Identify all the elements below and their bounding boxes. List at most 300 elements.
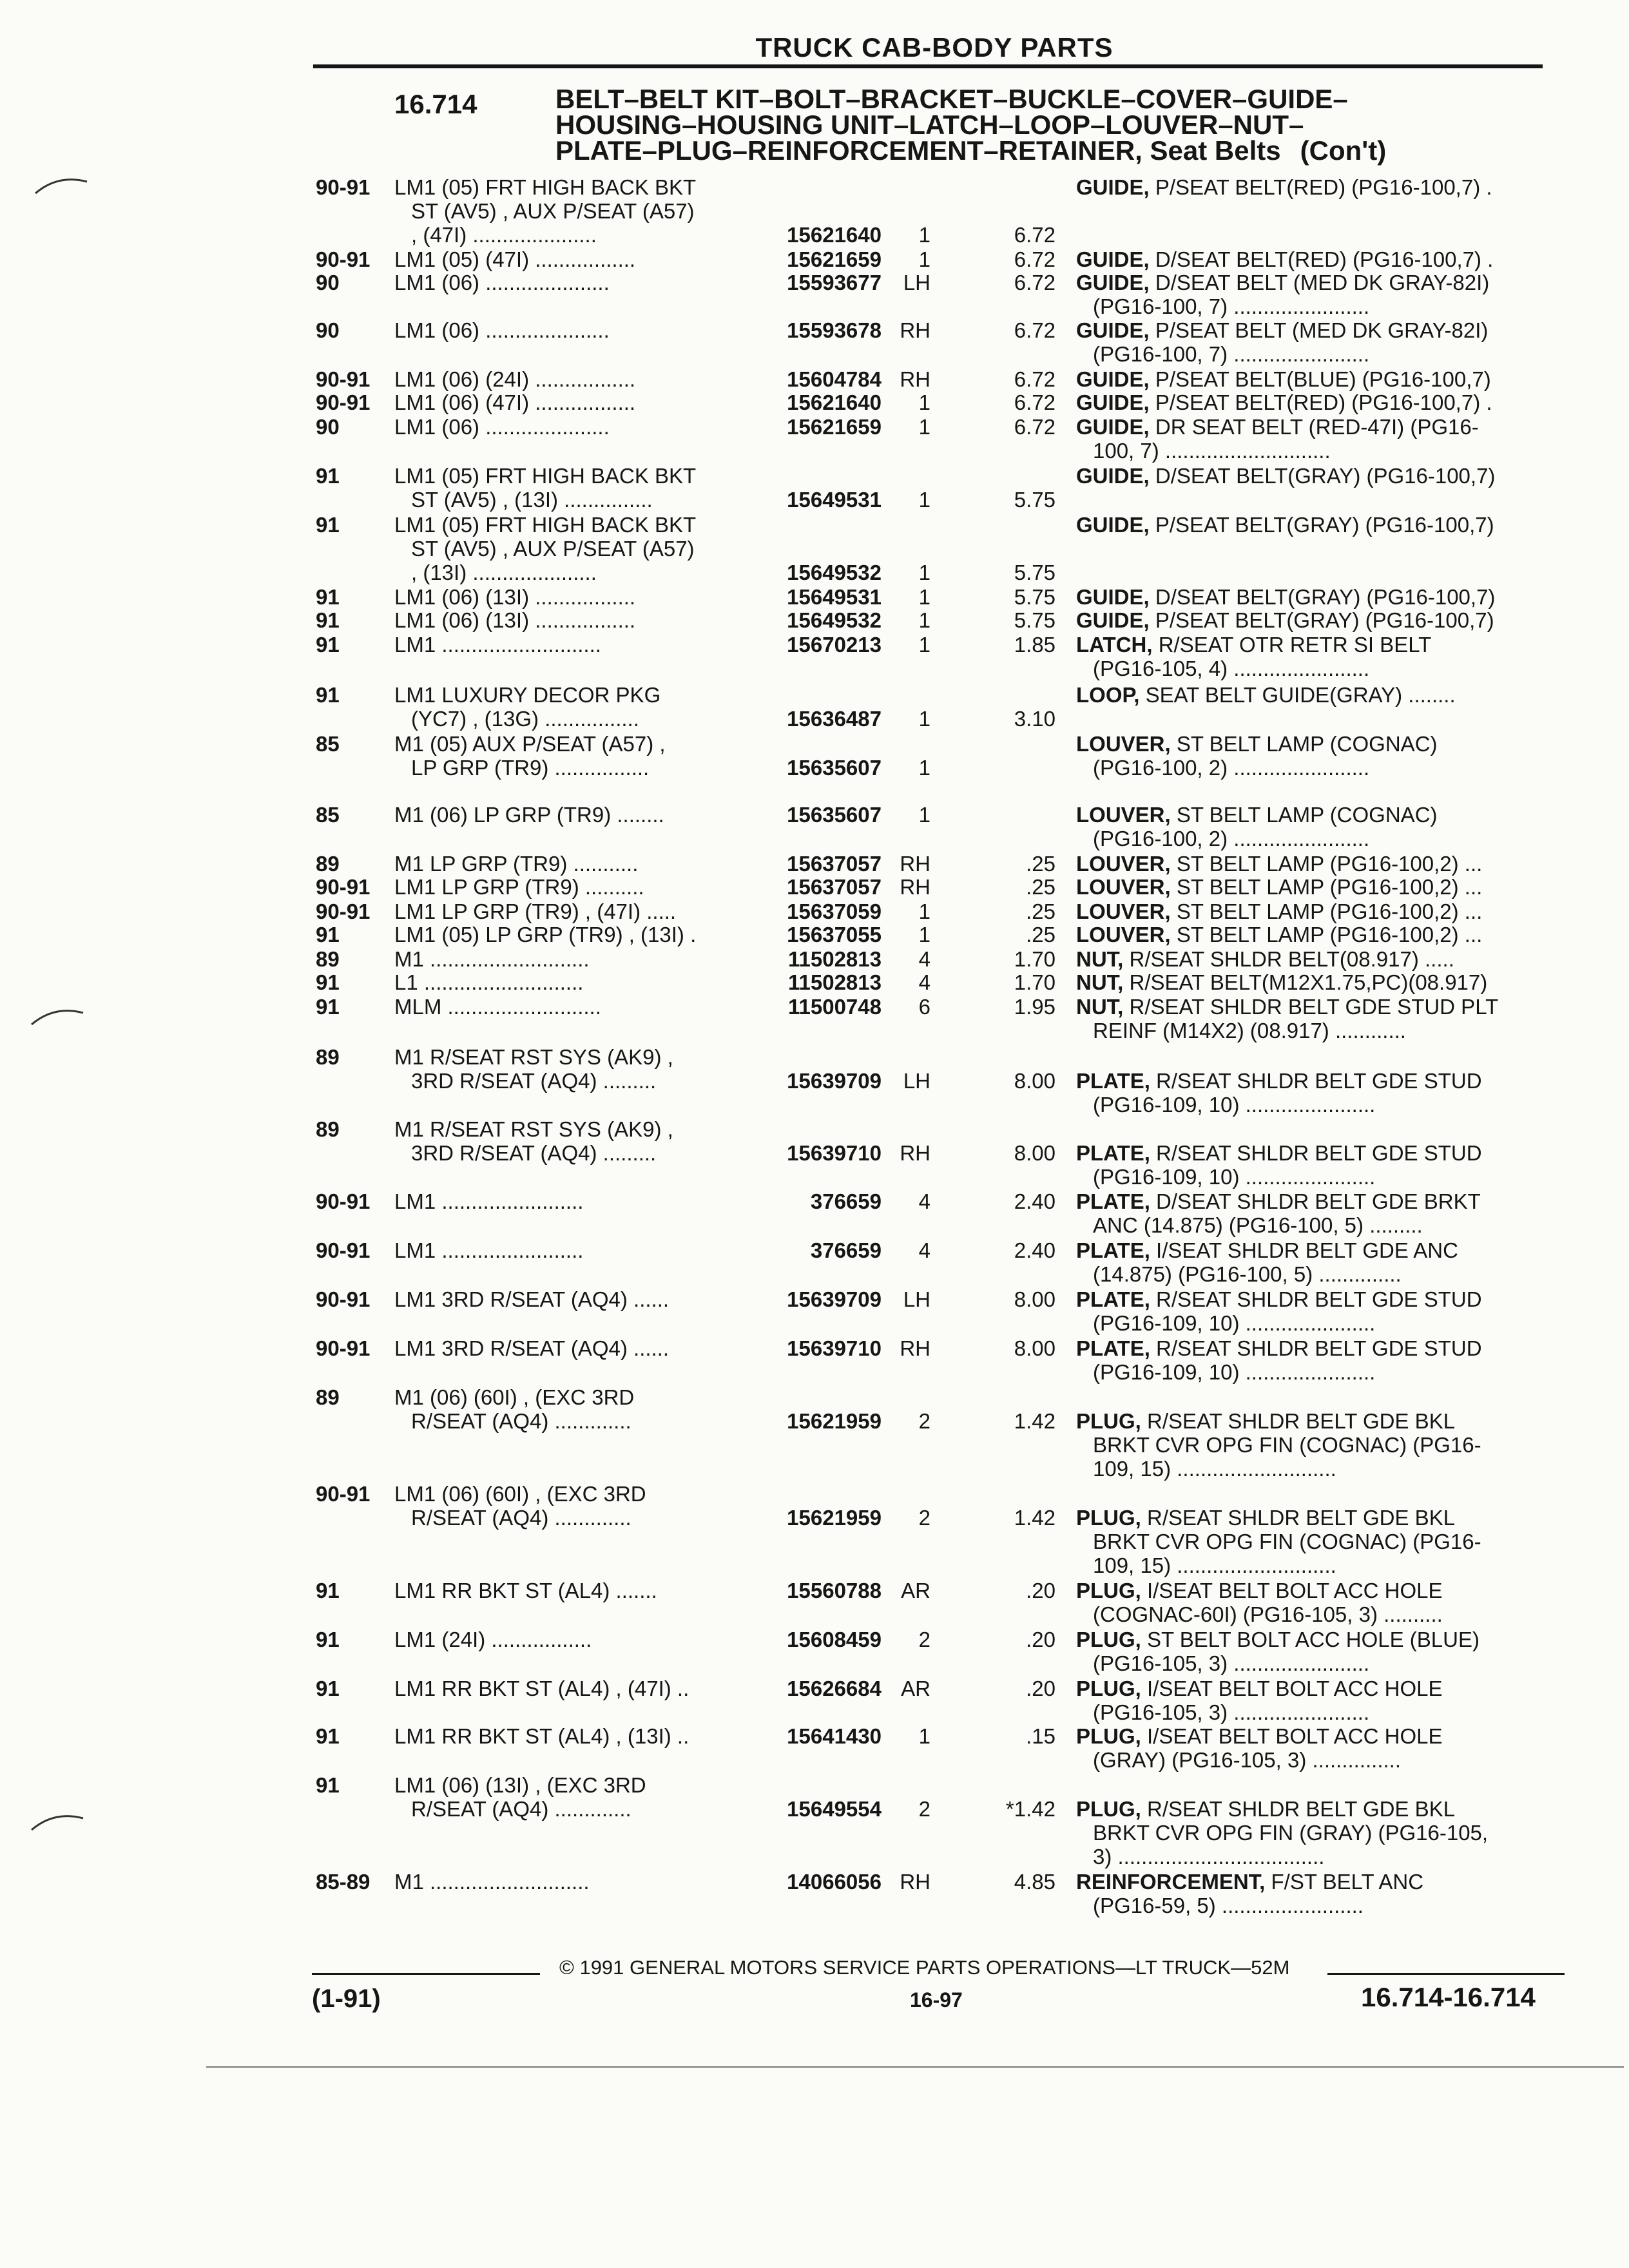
model-year: 91 xyxy=(316,633,340,657)
section-title-text: PLATE–PLUG–REINFORCEMENT–RETAINER, Seat Belts xyxy=(555,135,1281,166)
part-name-line xyxy=(1076,247,1493,271)
price: .25 xyxy=(1026,923,1055,947)
part-name-line xyxy=(1076,1628,1480,1651)
bottom-scan-line xyxy=(206,2066,1624,2068)
usage-line: LM1 (06) (13I) , (EXC 3RD xyxy=(394,1773,646,1797)
usage-description xyxy=(394,464,696,512)
section-number: 16.714 xyxy=(394,89,477,119)
model-year: 90-91 xyxy=(316,1287,371,1311)
quantity: 4 xyxy=(918,1238,930,1262)
model-year: 90-91 xyxy=(316,247,371,271)
usage-line: LM1 LP GRP (TR9) , (47I) ..... xyxy=(394,899,677,923)
part-name-line xyxy=(1076,803,1438,827)
part-name-detail: 109, 15) ........................... xyxy=(1093,1553,1336,1577)
quantity: 1 xyxy=(918,585,930,609)
part-name-keyword: GUIDE, xyxy=(1076,247,1150,271)
part-name xyxy=(1076,464,1495,488)
part-name-detail: SEAT BELT GUIDE(GRAY) ........ xyxy=(1139,683,1456,707)
part-name-detail: R/SEAT SHLDR BELT(08.917) ..... xyxy=(1123,947,1454,971)
part-name xyxy=(1076,1117,1482,1189)
part-name xyxy=(1076,1677,1443,1724)
usage-description xyxy=(394,247,635,271)
part-name-line xyxy=(1076,633,1431,657)
usage-description xyxy=(394,1238,583,1262)
continued-label: (Con't) xyxy=(1300,135,1387,166)
part-name-line xyxy=(1076,439,1479,463)
part-name-line xyxy=(1076,390,1492,414)
usage-description xyxy=(394,899,676,923)
part-name-keyword: GUIDE, xyxy=(1076,175,1150,199)
usage-description xyxy=(394,995,601,1019)
quantity: 1 xyxy=(918,633,930,657)
footer-section-range: 16.714-16.714 xyxy=(1361,1982,1536,2012)
quantity: 4 xyxy=(918,1189,930,1213)
part-name xyxy=(1076,318,1488,366)
part-number: 15621959 xyxy=(787,1506,882,1530)
part-name-detail: D/SEAT BELT(RED) (PG16-100,7) . xyxy=(1149,247,1494,271)
part-name-keyword: PLATE, xyxy=(1076,1336,1150,1360)
part-number: 14066056 xyxy=(787,1870,882,1894)
usage-line: LM1 LUXURY DECOR PKG xyxy=(394,683,661,707)
usage-line: ST (AV5) , AUX P/SEAT (A57) xyxy=(411,537,695,561)
part-name-line xyxy=(1076,756,1438,780)
price: 5.75 xyxy=(1014,561,1055,584)
part-name-keyword: NUT, xyxy=(1076,995,1124,1019)
part-name-detail: R/SEAT SHLDR BELT GDE STUD xyxy=(1150,1141,1482,1165)
part-name xyxy=(1076,1287,1482,1335)
usage-line: R/SEAT (AQ4) ............. xyxy=(411,1797,631,1821)
part-number: 15670213 xyxy=(787,633,882,657)
part-number: 15641430 xyxy=(787,1724,882,1748)
footer-rule-right xyxy=(1327,1973,1565,1975)
price: 6.72 xyxy=(1014,390,1055,414)
price: 1.95 xyxy=(1014,995,1055,1019)
part-name-keyword: LOOP, xyxy=(1076,683,1140,707)
usage-description xyxy=(394,415,610,439)
model-year: 90 xyxy=(316,271,340,294)
usage-line: R/SEAT (AQ4) ............. xyxy=(411,1409,631,1433)
part-name-detail: R/SEAT SHLDR BELT GDE STUD xyxy=(1150,1287,1482,1311)
part-name-detail: ST BELT BOLT ACC HOLE (BLUE) xyxy=(1141,1628,1480,1651)
usage-description xyxy=(394,1385,634,1433)
quantity: 1 xyxy=(918,415,930,439)
part-name-detail: ST BELT LAMP (PG16-100,2) ... xyxy=(1170,875,1483,899)
part-number: 15637059 xyxy=(787,899,882,923)
price: .20 xyxy=(1026,1579,1055,1602)
price: .25 xyxy=(1026,899,1055,923)
usage-line: M1 LP GRP (TR9) ........... xyxy=(394,852,639,876)
model-year: 90 xyxy=(316,415,340,439)
part-name-line xyxy=(1076,1093,1482,1117)
usage-line: LM1 ........................... xyxy=(394,633,601,657)
part-name-detail: R/SEAT SHLDR BELT GDE STUD xyxy=(1150,1069,1482,1093)
part-number: 11502813 xyxy=(787,970,882,994)
quantity: 2 xyxy=(918,1628,930,1651)
price: 6.72 xyxy=(1014,318,1055,342)
part-name-detail: R/SEAT OTR RETR SI BELT xyxy=(1152,633,1432,657)
part-number: 376659 xyxy=(810,1189,882,1213)
part-name-line xyxy=(1076,1579,1443,1602)
part-name xyxy=(1076,175,1492,199)
usage-description xyxy=(394,608,635,632)
usage-line: R/SEAT (AQ4) ............. xyxy=(411,1506,631,1530)
usage-line: ST (AV5) , (13I) ............... xyxy=(411,488,653,512)
quantity: 2 xyxy=(918,1506,930,1530)
usage-line: MLM .......................... xyxy=(394,995,601,1019)
quantity: LH xyxy=(903,1069,930,1093)
model-year: 91 xyxy=(316,995,340,1019)
model-year: 90-91 xyxy=(316,1189,371,1213)
part-name-line xyxy=(1076,1262,1458,1286)
page-title: TRUCK CAB-BODY PARTS xyxy=(755,32,1113,62)
part-name xyxy=(1076,1045,1482,1117)
usage-line: , (13I) ..................... xyxy=(411,561,597,584)
part-name-line xyxy=(1076,683,1456,707)
part-number: 15560788 xyxy=(787,1579,882,1602)
price: 5.75 xyxy=(1014,608,1055,632)
usage-line: LM1 ........................ xyxy=(394,1189,584,1213)
part-name xyxy=(1076,608,1494,632)
part-name-detail: D/SEAT SHLDR BELT GDE BRKT xyxy=(1150,1189,1481,1213)
quantity: RH xyxy=(900,1870,930,1894)
part-name-line xyxy=(1076,1385,1481,1409)
part-name-line xyxy=(1076,1553,1481,1577)
part-name-line xyxy=(1076,1311,1482,1335)
section-title-line: HOUSING–HOUSING UNIT–LATCH–LOOP–LOUVER–NUT– xyxy=(555,110,1304,140)
part-name-detail: I/SEAT BELT BOLT ACC HOLE xyxy=(1141,1724,1443,1748)
part-name-line xyxy=(1076,1724,1443,1748)
quantity: RH xyxy=(900,852,930,876)
part-name-keyword: PLATE, xyxy=(1076,1141,1150,1165)
part-name-line xyxy=(1076,875,1482,899)
footer-rule-left xyxy=(312,1973,540,1975)
part-number: 15649532 xyxy=(787,608,882,632)
part-number: 11502813 xyxy=(787,947,882,971)
part-name-detail: 3) ................................... xyxy=(1093,1845,1325,1869)
model-year: 91 xyxy=(316,1773,340,1797)
part-name xyxy=(1076,390,1492,414)
part-name-keyword: PLATE, xyxy=(1076,1069,1150,1093)
part-name-line xyxy=(1076,1773,1488,1797)
usage-line: LM1 (05) (47I) ................. xyxy=(394,247,636,271)
part-name xyxy=(1076,852,1482,876)
part-number: 15636487 xyxy=(787,707,882,731)
part-name xyxy=(1076,633,1431,680)
usage-line: LM1 (06) (60I) , (EXC 3RD xyxy=(394,1482,646,1506)
usage-line: (YC7) , (13G) ................ xyxy=(411,707,639,731)
part-name-detail: BRKT CVR OPG FIN (GRAY) (PG16-105, xyxy=(1093,1821,1489,1845)
part-name-line xyxy=(1076,1894,1423,1917)
usage-description xyxy=(394,1628,592,1651)
part-name xyxy=(1076,1238,1458,1286)
part-name xyxy=(1076,1482,1481,1577)
price: 8.00 xyxy=(1014,1336,1055,1360)
part-name-keyword: NUT, xyxy=(1076,947,1124,971)
part-name-line xyxy=(1076,608,1494,632)
price: 6.72 xyxy=(1014,247,1055,271)
usage-description xyxy=(394,1045,673,1093)
part-name xyxy=(1076,247,1493,271)
usage-line: L1 ........................... xyxy=(394,970,584,994)
part-name-line xyxy=(1076,970,1487,994)
usage-description xyxy=(394,1336,669,1360)
part-number: 15593678 xyxy=(787,318,882,342)
part-name xyxy=(1076,995,1498,1043)
part-name-detail: BRKT CVR OPG FIN (COGNAC) (PG16- xyxy=(1093,1530,1481,1553)
part-name-line xyxy=(1076,947,1454,971)
part-number: 15649532 xyxy=(787,561,882,584)
price: .20 xyxy=(1026,1628,1055,1651)
part-name-detail: P/SEAT BELT (MED DK GRAY-82I) xyxy=(1149,318,1489,342)
part-name-detail: (PG16-100, 2) ....................... xyxy=(1093,756,1370,780)
quantity: 2 xyxy=(918,1797,930,1821)
part-name-line xyxy=(1076,1870,1423,1894)
part-name-detail: F/ST BELT ANC xyxy=(1265,1870,1424,1894)
part-number: 15621640 xyxy=(787,223,882,247)
part-name-keyword: PLUG, xyxy=(1076,1628,1141,1651)
part-name-keyword: GUIDE, xyxy=(1076,367,1150,391)
part-name-keyword: GUIDE, xyxy=(1076,464,1150,488)
part-name-keyword: LOUVER, xyxy=(1076,803,1171,827)
usage-line: LM1 RR BKT ST (AL4) , (47I) .. xyxy=(394,1677,689,1700)
usage-description xyxy=(394,923,696,947)
part-name-keyword: PLUG, xyxy=(1076,1506,1141,1530)
part-number: 15593677 xyxy=(787,271,882,294)
part-name-line xyxy=(1076,732,1438,756)
part-name-detail: 109, 15) ........................... xyxy=(1093,1457,1336,1481)
part-name-line xyxy=(1076,1117,1482,1141)
part-name-line xyxy=(1076,1457,1481,1481)
part-number: 15639709 xyxy=(787,1287,882,1311)
price: *1.42 xyxy=(1005,1797,1055,1821)
part-name-line xyxy=(1076,1748,1443,1772)
part-name-line xyxy=(1076,342,1488,366)
model-year: 90-91 xyxy=(316,1336,371,1360)
model-year: 89 xyxy=(316,947,340,971)
part-name-line xyxy=(1076,367,1491,391)
usage-line: LM1 (06) (47I) ................. xyxy=(394,390,636,414)
model-year: 91 xyxy=(316,585,340,609)
part-number: 15649554 xyxy=(787,1797,882,1821)
part-name-line xyxy=(1076,1336,1482,1360)
part-name-detail: (PG16-109, 10) ...................... xyxy=(1093,1360,1376,1384)
footer-copyright: © 1991 GENERAL MOTORS SERVICE PARTS OPERATIONS—LT TRUCK—52M xyxy=(559,1956,1290,1979)
part-name-detail: ST BELT LAMP (PG16-100,2) ... xyxy=(1170,923,1483,947)
quantity: AR xyxy=(901,1677,930,1700)
part-name-detail: D/SEAT BELT (MED DK GRAY-82I) xyxy=(1149,271,1490,294)
quantity: AR xyxy=(901,1579,930,1602)
usage-line: LM1 3RD R/SEAT (AQ4) ...... xyxy=(394,1287,670,1311)
part-number: 15626684 xyxy=(787,1677,882,1700)
part-name-keyword: NUT, xyxy=(1076,970,1124,994)
part-name-line xyxy=(1076,294,1489,318)
price: 1.42 xyxy=(1014,1506,1055,1530)
price: 5.75 xyxy=(1014,488,1055,512)
usage-description xyxy=(394,1870,590,1894)
part-name-keyword: GUIDE, xyxy=(1076,415,1150,439)
part-name-line xyxy=(1076,464,1495,488)
quantity: RH xyxy=(900,367,930,391)
price: .15 xyxy=(1026,1724,1055,1748)
part-name-keyword: PLUG, xyxy=(1076,1724,1141,1748)
model-year: 91 xyxy=(316,513,340,537)
part-name-detail: (14.875) (PG16-100, 5) .............. xyxy=(1093,1262,1402,1286)
model-year: 91 xyxy=(316,970,340,994)
part-name-detail: (PG16-105, 3) ....................... xyxy=(1093,1700,1370,1724)
part-number: 15621659 xyxy=(787,247,882,271)
usage-description xyxy=(394,175,696,247)
usage-description xyxy=(394,318,610,342)
part-name-line xyxy=(1076,657,1431,680)
usage-line: LM1 (24I) ................. xyxy=(394,1628,592,1651)
quantity: 4 xyxy=(918,970,930,994)
part-name-detail: DR SEAT BELT (RED-47I) (PG16- xyxy=(1149,415,1479,439)
part-name xyxy=(1076,1336,1482,1384)
quantity: LH xyxy=(903,271,930,294)
part-name xyxy=(1076,732,1438,780)
usage-description xyxy=(394,683,660,731)
quantity: 1 xyxy=(918,803,930,827)
part-number: 15608459 xyxy=(787,1628,882,1651)
part-name-detail: ANC (14.875) (PG16-100, 5) ......... xyxy=(1093,1213,1423,1237)
usage-line: LM1 (05) LP GRP (TR9) , (13I) . xyxy=(394,923,697,947)
usage-description xyxy=(394,1724,689,1748)
part-name-line xyxy=(1076,513,1494,537)
part-name-line xyxy=(1076,899,1482,923)
part-name-line xyxy=(1076,415,1479,439)
part-name-detail: (PG16-109, 10) ...................... xyxy=(1093,1165,1376,1189)
usage-line: LM1 LP GRP (TR9) .......... xyxy=(394,875,644,899)
part-name-keyword: PLUG, xyxy=(1076,1409,1141,1433)
part-name-detail: R/SEAT SHLDR BELT GDE STUD PLT xyxy=(1123,995,1499,1019)
binder-mark-3 xyxy=(28,1811,86,1836)
price: 4.85 xyxy=(1014,1870,1055,1894)
part-name-detail: (PG16-100, 7) ....................... xyxy=(1093,342,1370,366)
usage-line: LM1 (06) ..................... xyxy=(394,415,610,439)
usage-description xyxy=(394,390,635,414)
part-name-line xyxy=(1076,1602,1443,1626)
part-name-keyword: LOUVER, xyxy=(1076,875,1171,899)
quantity: 1 xyxy=(918,608,930,632)
usage-line: LM1 (06) ..................... xyxy=(394,318,610,342)
price: 6.72 xyxy=(1014,271,1055,294)
usage-line: M1 (06) LP GRP (TR9) ........ xyxy=(394,803,664,827)
quantity: 1 xyxy=(918,223,930,247)
part-name-keyword: PLUG, xyxy=(1076,1579,1141,1602)
part-name xyxy=(1076,923,1482,947)
part-name-detail: BRKT CVR OPG FIN (COGNAC) (PG16- xyxy=(1093,1433,1481,1457)
part-name-keyword: LOUVER, xyxy=(1076,899,1171,923)
part-name xyxy=(1076,970,1487,994)
binder-mark-2 xyxy=(28,1005,86,1031)
part-name-detail: R/SEAT SHLDR BELT GDE BKL xyxy=(1141,1409,1456,1433)
part-name-line xyxy=(1076,1213,1481,1237)
part-name-line xyxy=(1076,827,1438,850)
price: 8.00 xyxy=(1014,1069,1055,1093)
part-name-keyword: PLATE, xyxy=(1076,1238,1150,1262)
price: .25 xyxy=(1026,852,1055,876)
usage-description xyxy=(394,1117,673,1165)
part-name-detail: 100, 7) ............................ xyxy=(1093,439,1331,463)
part-number: 15621959 xyxy=(787,1409,882,1433)
model-year: 91 xyxy=(316,1628,340,1651)
model-year: 91 xyxy=(316,1677,340,1700)
part-name-keyword: PLUG, xyxy=(1076,1797,1141,1821)
part-name-line xyxy=(1076,1433,1481,1457)
quantity: RH xyxy=(900,1336,930,1360)
part-number: 15649531 xyxy=(787,585,882,609)
part-name-keyword: PLATE, xyxy=(1076,1287,1150,1311)
model-year: 91 xyxy=(316,923,340,947)
footer-page-number: 16-97 xyxy=(910,1988,963,2012)
part-name xyxy=(1076,947,1454,971)
usage-line: M1 ........................... xyxy=(394,1870,590,1894)
part-number: 15621640 xyxy=(787,390,882,414)
model-year: 85 xyxy=(316,803,340,827)
part-name-detail: I/SEAT SHLDR BELT GDE ANC xyxy=(1150,1238,1458,1262)
usage-line: LM1 3RD R/SEAT (AQ4) ...... xyxy=(394,1336,670,1360)
model-year: 90-91 xyxy=(316,175,371,199)
part-name-detail: (PG16-105, 4) ....................... xyxy=(1093,657,1370,680)
part-name-detail: D/SEAT BELT(GRAY) (PG16-100,7) xyxy=(1149,464,1496,488)
usage-description xyxy=(394,585,635,609)
usage-line: LM1 ........................ xyxy=(394,1238,584,1262)
part-name-line xyxy=(1076,175,1492,199)
part-name-line xyxy=(1076,1482,1481,1506)
quantity: RH xyxy=(900,318,930,342)
price: 8.00 xyxy=(1014,1141,1055,1165)
quantity: 1 xyxy=(918,756,930,780)
part-number: 15637057 xyxy=(787,852,882,876)
part-name-keyword: PLATE, xyxy=(1076,1189,1150,1213)
part-name-line xyxy=(1076,1238,1458,1262)
usage-line: LM1 (05) FRT HIGH BACK BKT xyxy=(394,175,697,199)
part-name-line xyxy=(1076,923,1482,947)
part-name-line xyxy=(1076,585,1495,609)
part-name-detail: R/SEAT SHLDR BELT GDE BKL xyxy=(1141,1797,1456,1821)
part-name-line xyxy=(1076,1651,1480,1675)
part-name-detail: (GRAY) (PG16-105, 3) ............... xyxy=(1093,1748,1402,1772)
price: 6.72 xyxy=(1014,367,1055,391)
quantity: RH xyxy=(900,875,930,899)
part-name-detail: ST BELT LAMP (COGNAC) xyxy=(1170,732,1438,756)
price: 1.70 xyxy=(1014,970,1055,994)
quantity: 1 xyxy=(918,923,930,947)
part-name-keyword: LOUVER, xyxy=(1076,923,1171,947)
usage-description xyxy=(394,1189,583,1213)
usage-line: ST (AV5) , AUX P/SEAT (A57) xyxy=(411,199,695,223)
model-year: 89 xyxy=(316,1117,340,1141)
part-name-detail: (PG16-100, 7) ....................... xyxy=(1093,294,1370,318)
usage-description xyxy=(394,875,644,899)
part-name xyxy=(1076,683,1456,707)
price: 1.42 xyxy=(1014,1409,1055,1433)
part-name-detail: D/SEAT BELT(GRAY) (PG16-100,7) xyxy=(1149,585,1496,609)
part-name-detail: I/SEAT BELT BOLT ACC HOLE xyxy=(1141,1579,1443,1602)
usage-line: M1 ........................... xyxy=(394,947,590,971)
model-year: 90-91 xyxy=(316,390,371,414)
part-name-detail: (PG16-59, 5) ........................ xyxy=(1093,1894,1364,1917)
model-year: 91 xyxy=(316,683,340,707)
usage-description xyxy=(394,1579,657,1602)
part-name-keyword: PLUG, xyxy=(1076,1677,1141,1700)
part-number: 15639709 xyxy=(787,1069,882,1093)
part-name xyxy=(1076,271,1489,318)
quantity: 1 xyxy=(918,899,930,923)
part-number: 15649531 xyxy=(787,488,882,512)
part-name-keyword: GUIDE, xyxy=(1076,318,1150,342)
part-number: 15621659 xyxy=(787,415,882,439)
